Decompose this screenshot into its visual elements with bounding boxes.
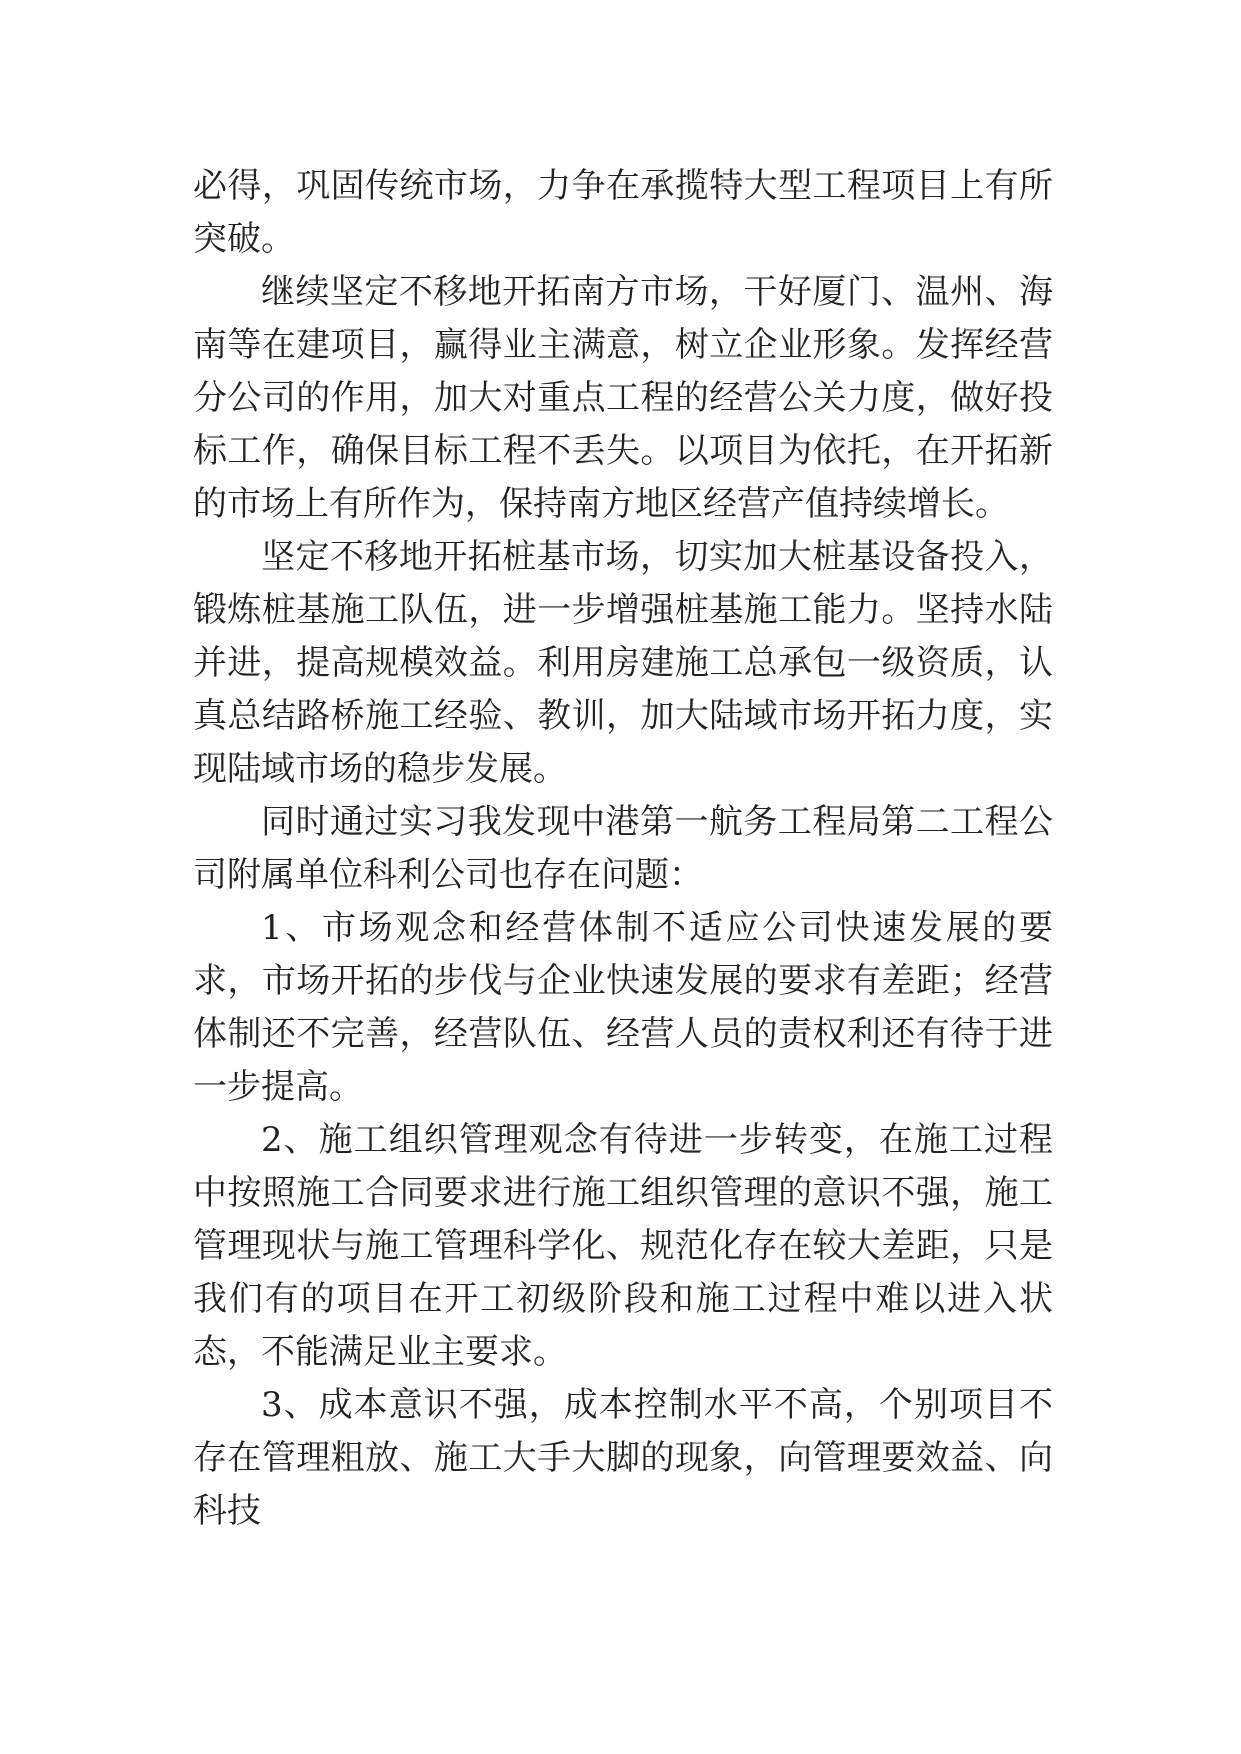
- paragraph-market-breakthrough: 必得，巩固传统市场，力争在承揽特大型工程项目上有所突破。: [193, 166, 1053, 259]
- paragraph-pile-foundation-market: 坚定不移地开拓桩基市场，切实加大桩基设备投入，锻炼桩基施工队伍，进一步增强桩基施工能力。坚持水陆并进，提高规模效益。利用房建施工总承包一级资质，认真总结路桥施工经验、教训，加大陆域市场开拓力度，实现陆域市场的稳步发展。: [193, 537, 1053, 789]
- paragraph-problem-1: 1、市场观念和经营体制不适应公司快速发展的要求，市场开拓的步伐与企业快速发展的要求有差距；经营体制还不完善，经营队伍、经营人员的责权利还有待于进一步提高。: [193, 908, 1053, 1107]
- paragraph-problems-intro: 同时通过实习我发现中港第一航务工程局第二工程公司附属单位科利公司也存在问题：: [193, 802, 1053, 895]
- paragraph-problem-2: 2、施工组织管理观念有待进一步转变，在施工过程中按照施工合同要求进行施工组织管理的意识不强，施工管理现状与施工管理科学化、规范化存在较大差距，只是我们有的项目在开工初级阶段和施工过程中难以进入状态，不能满足业主要求。: [193, 1120, 1053, 1372]
- paragraph-problem-3: 3、成本意识不强，成本控制水平不高，个别项目不存在管理粗放、施工大手大脚的现象，向管理要效益、向科技: [193, 1385, 1053, 1531]
- paragraph-southern-market: 继续坚定不移地开拓南方市场，干好厦门、温州、海南等在建项目，赢得业主满意，树立企业形象。发挥经营分公司的作用，加大对重点工程的经营公关力度，做好投标工作，确保目标工程不丢失。以项目为依托，在开拓新的市场上有所作为，保持南方地区经营产值持续增长。: [193, 272, 1053, 524]
- document-body: [193, 160, 1053, 1538]
